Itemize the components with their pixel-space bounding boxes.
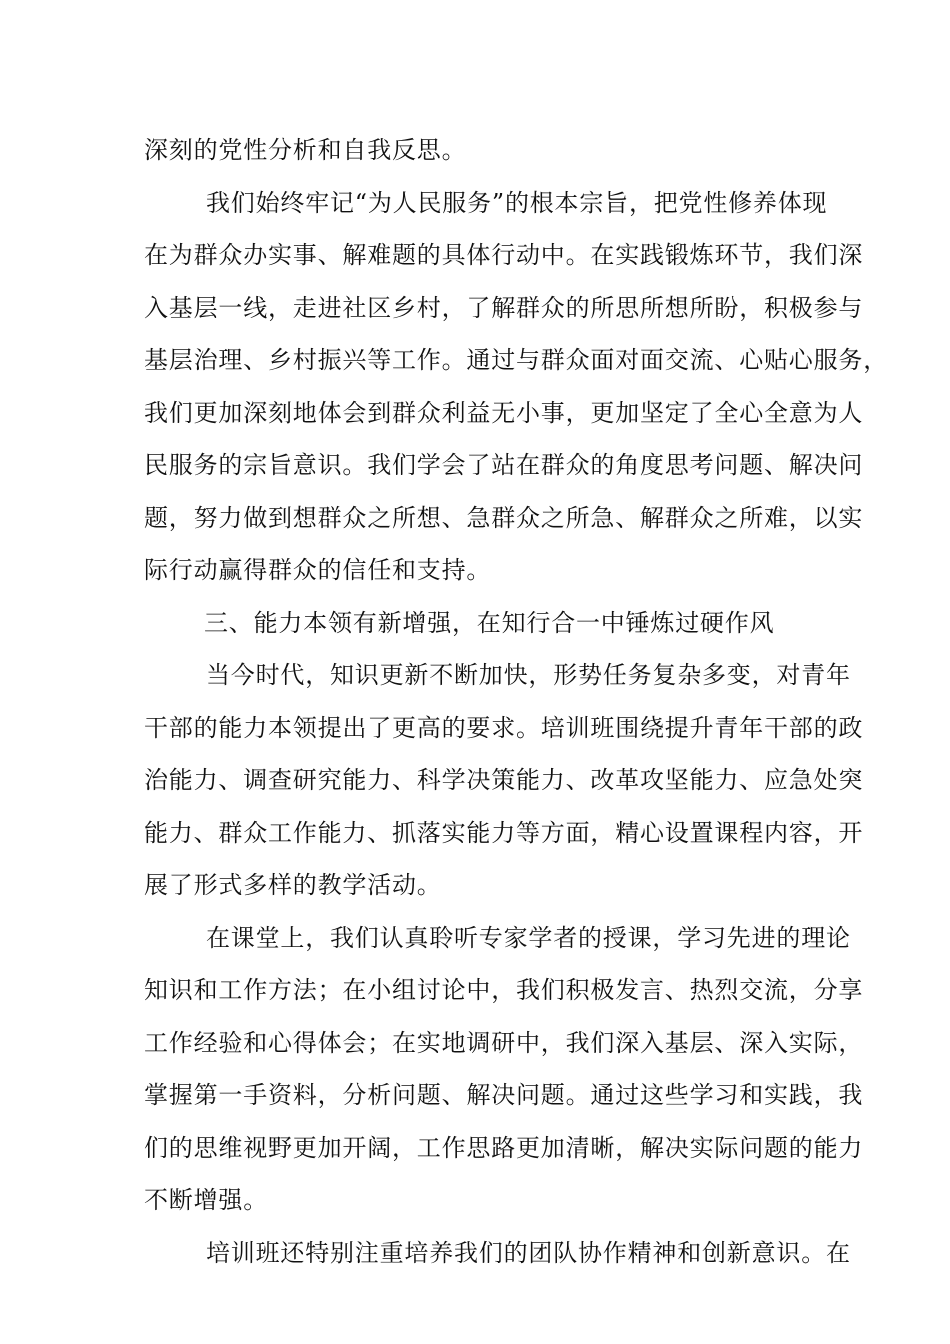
text-line: 基层治理、乡村振兴等工作。通过与群众面对面交流、心贴心服务， — [144, 346, 888, 374]
section-heading: 三、能力本领有新增强，在知行合一中锤炼过硬作风 — [204, 608, 775, 637]
text-line: 民服务的宗旨意识。我们学会了站在群众的角度思考问题、解决问 — [144, 451, 864, 479]
text-line: 在为群众办实事、解难题的具体行动中。在实践锻炼环节，我们深 — [144, 241, 864, 269]
text-line: 题，努力做到想群众之所想、急群众之所急、解群众之所难，以实 — [144, 503, 864, 532]
text-line: 展了形式多样的教学活动。 — [144, 871, 442, 899]
paragraph-start-line: 我们始终牢记“为人民服务”的根本宗旨，把党性修养体现 — [206, 188, 828, 217]
text-line: 能力、群众工作能力、抓落实能力等方面，精心设置课程内容，开 — [144, 818, 864, 847]
paragraph-start-line: 在课堂上，我们认真聆听专家学者的授课，学习先进的理论 — [206, 923, 851, 952]
text-line: 际行动赢得群众的信任和支持。 — [144, 556, 492, 584]
text-line: 们的思维视野更加开阔，工作思路更加清晰，解决实际问题的能力 — [144, 1133, 864, 1162]
text-line: 入基层一线，走进社区乡村，了解群众的所思所想所盼，积极参与 — [144, 293, 864, 322]
text-line: 不断增强。 — [144, 1186, 268, 1214]
paragraph-start-line: 当今时代，知识更新不断加快，形势任务复杂多变，对青年 — [206, 661, 851, 689]
text-line: 掌握第一手资料，分析问题、解决问题。通过这些学习和实践，我 — [144, 1081, 864, 1109]
text-line: 工作经验和心得体会；在实地调研中，我们深入基层、深入实际， — [144, 1028, 864, 1057]
text-line: 治能力、调查研究能力、科学决策能力、改革攻坚能力、应急处突 — [144, 766, 864, 794]
text-line: 我们更加深刻地体会到群众利益无小事，更加坚定了全心全意为人 — [144, 398, 864, 427]
paragraph-start-line: 培训班还特别注重培养我们的团队协作精神和创新意识。在 — [206, 1238, 851, 1267]
document-body — [144, 124, 888, 1279]
text-line: 深刻的党性分析和自我反思。 — [144, 136, 467, 164]
text-line: 知识和工作方法；在小组讨论中，我们积极发言、热烈交流，分享 — [144, 976, 864, 1004]
text-line: 干部的能力本领提出了更高的要求。培训班围绕提升青年干部的政 — [144, 713, 864, 742]
